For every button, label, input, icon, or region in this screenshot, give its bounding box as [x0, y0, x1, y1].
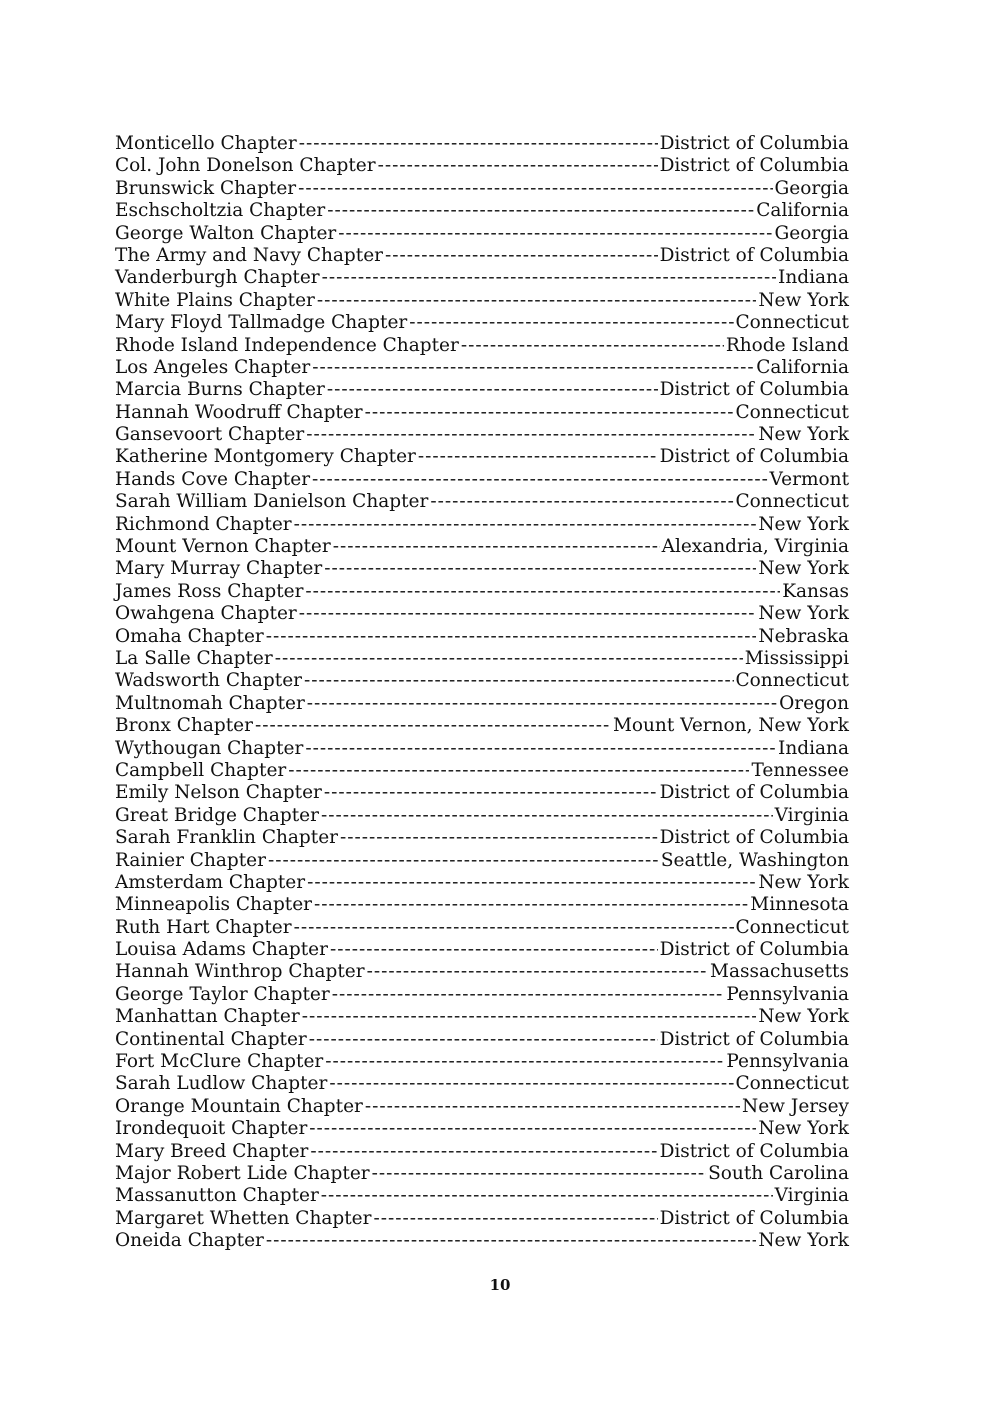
chapter-name: Massanutton Chapter: [115, 1185, 319, 1207]
dot-leader: [330, 939, 658, 961]
dot-leader: [461, 335, 724, 357]
chapter-entry: [115, 1163, 849, 1185]
chapter-location: Connecticut: [735, 916, 849, 938]
dot-leader: [312, 469, 767, 491]
dot-leader: [327, 200, 754, 222]
chapter-entry: [115, 850, 849, 872]
chapter-name: White Plains Chapter: [115, 289, 315, 311]
chapter-entry: [115, 514, 849, 536]
chapter-entry: [115, 424, 849, 446]
dot-leader: [430, 491, 733, 513]
chapter-entry: [115, 1029, 849, 1051]
chapter-name: Gansevoort Chapter: [115, 424, 305, 446]
chapter-entry: [115, 402, 849, 424]
chapter-name: The Army and Navy Chapter: [115, 244, 383, 266]
chapter-name: Mary Murray Chapter: [115, 558, 323, 580]
chapter-entry: [115, 760, 849, 782]
chapter-location: District of Columbia: [659, 1028, 849, 1050]
chapter-entry: [115, 245, 849, 267]
chapter-name: James Ross Chapter: [115, 580, 304, 602]
chapter-entry: [115, 379, 849, 401]
chapter-entry: [115, 1096, 849, 1118]
chapter-location: California: [756, 200, 849, 222]
chapter-name: Wadsworth Chapter: [115, 670, 302, 692]
chapter-entry: [115, 603, 849, 625]
chapter-location: Connecticut: [735, 670, 849, 692]
chapter-entry: [115, 738, 849, 760]
dot-leader: [321, 1185, 773, 1207]
dot-leader: [329, 1073, 733, 1095]
chapter-location: Virginia: [774, 804, 849, 826]
chapter-entry: [115, 872, 849, 894]
dot-leader: [310, 1141, 657, 1163]
chapter-name: Minneapolis Chapter: [115, 894, 313, 916]
chapter-name: Continental Chapter: [115, 1028, 307, 1050]
dot-leader: [305, 581, 780, 603]
chapter-name: Hands Cove Chapter: [115, 468, 311, 490]
chapter-location: District of Columbia: [659, 782, 849, 804]
chapter-location: Tennessee: [751, 759, 849, 781]
chapter-entry: [115, 558, 849, 580]
chapter-name: Mount Vernon Chapter: [115, 536, 331, 558]
chapter-name: Amsterdam Chapter: [115, 871, 306, 893]
dot-leader: [307, 693, 777, 715]
chapter-name: Katherine Montgomery Chapter: [115, 446, 416, 468]
chapter-entry: [115, 984, 849, 1006]
chapter-name: Rhode Island Independence Chapter: [115, 334, 459, 356]
chapter-location: District of Columbia: [659, 1207, 849, 1229]
chapter-name: Louisa Adams Chapter: [115, 939, 328, 961]
chapter-location: Indiana: [778, 267, 849, 289]
chapter-entry: [115, 446, 849, 468]
dot-leader: [327, 379, 658, 401]
chapter-name: George Walton Chapter: [115, 222, 337, 244]
chapter-entry: [115, 335, 849, 357]
chapter-location: District of Columbia: [659, 155, 849, 177]
chapter-name: Marcia Burns Chapter: [115, 379, 325, 401]
chapter-name: La Salle Chapter: [115, 647, 273, 669]
dot-leader: [365, 1096, 740, 1118]
dot-leader: [268, 850, 659, 872]
dot-leader: [302, 1006, 757, 1028]
chapter-entry: [115, 1185, 849, 1207]
chapter-location: South Carolina: [708, 1162, 849, 1184]
chapter-location: Georgia: [774, 222, 849, 244]
chapter-entry: [115, 1208, 849, 1230]
chapter-location: District of Columbia: [659, 244, 849, 266]
chapter-name: Owahgena Chapter: [115, 603, 297, 625]
chapter-location: Georgia: [774, 177, 849, 199]
chapter-entry: [115, 223, 849, 245]
chapter-name: Omaha Chapter: [115, 625, 264, 647]
chapter-name: Oneida Chapter: [115, 1230, 264, 1252]
chapter-name: Hannah Winthrop Chapter: [115, 961, 365, 983]
dot-leader: [275, 648, 743, 670]
chapter-name: Wythougan Chapter: [115, 737, 304, 759]
chapter-name: Sarah Ludlow Chapter: [115, 1073, 328, 1095]
chapter-location: New York: [758, 871, 849, 893]
chapter-entry: [115, 693, 849, 715]
chapter-entry: [115, 1118, 849, 1140]
chapter-entry: [115, 200, 849, 222]
dot-leader: [332, 984, 725, 1006]
chapter-entry: [115, 469, 849, 491]
chapter-name: Margaret Whetten Chapter: [115, 1207, 372, 1229]
chapter-location: District of Columbia: [659, 827, 849, 849]
chapter-location: New Jersey: [742, 1095, 849, 1117]
chapter-location: Rhode Island: [725, 334, 849, 356]
chapter-name: Los Angeles Chapter: [115, 356, 311, 378]
chapter-name: Ruth Hart Chapter: [115, 916, 292, 938]
chapter-name: Sarah Franklin Chapter: [115, 827, 339, 849]
chapter-entry: [115, 312, 849, 334]
chapter-entry: [115, 648, 849, 670]
chapter-name: Rainier Chapter: [115, 849, 266, 871]
chapter-location: Nebraska: [758, 625, 849, 647]
dot-leader: [324, 558, 756, 580]
dot-leader: [367, 961, 708, 983]
chapter-location: Indiana: [778, 737, 849, 759]
chapter-location: Connecticut: [735, 491, 849, 513]
chapter-entry: [115, 133, 849, 155]
chapter-entry: [115, 805, 849, 827]
chapter-entry: [115, 894, 849, 916]
chapter-location: New York: [758, 1230, 849, 1252]
chapter-location: District of Columbia: [659, 939, 849, 961]
chapter-name: Eschscholtzia Chapter: [115, 200, 326, 222]
dot-leader: [338, 223, 772, 245]
chapter-entry: [115, 961, 849, 983]
chapter-location: Seattle, Washington: [660, 849, 849, 871]
dot-leader: [325, 1051, 724, 1073]
dot-leader: [299, 603, 757, 625]
chapter-location: Connecticut: [735, 1073, 849, 1095]
dot-leader: [378, 155, 658, 177]
dot-leader: [304, 670, 734, 692]
chapter-list: [115, 133, 849, 1253]
chapter-location: Pennsylvania: [726, 983, 849, 1005]
chapter-location: New York: [758, 603, 849, 625]
dot-leader: [333, 536, 660, 558]
chapter-name: Great Bridge Chapter: [115, 804, 319, 826]
chapter-name: Vanderburgh Chapter: [115, 267, 320, 289]
dot-leader: [255, 715, 611, 737]
chapter-location: Vermont: [769, 468, 849, 490]
chapter-location: New York: [758, 1006, 849, 1028]
dot-leader: [288, 760, 749, 782]
dot-leader: [309, 1029, 658, 1051]
dot-leader: [307, 872, 756, 894]
chapter-entry: [115, 782, 849, 804]
dot-leader: [266, 626, 757, 648]
chapter-location: Virginia: [774, 1185, 849, 1207]
dot-leader: [324, 782, 658, 804]
chapter-entry: [115, 670, 849, 692]
chapter-location: District of Columbia: [659, 133, 849, 154]
chapter-name: Irondequoit Chapter: [115, 1118, 308, 1140]
chapter-entry: [115, 581, 849, 603]
chapter-location: New York: [758, 424, 849, 446]
chapter-location: Connecticut: [735, 401, 849, 423]
chapter-entry: [115, 155, 849, 177]
dot-leader: [305, 738, 776, 760]
chapter-name: Orange Mountain Chapter: [115, 1095, 363, 1117]
chapter-location: New York: [758, 1118, 849, 1140]
dot-leader: [266, 1230, 756, 1252]
chapter-location: Pennsylvania: [726, 1051, 849, 1073]
dot-leader: [322, 267, 776, 289]
dot-leader: [409, 312, 733, 334]
chapter-entry: [115, 491, 849, 513]
chapter-location: District of Columbia: [659, 1140, 849, 1162]
chapter-entry: [115, 536, 849, 558]
chapter-name: Monticello Chapter: [115, 133, 297, 154]
chapter-name: Multnomah Chapter: [115, 692, 305, 714]
dot-leader: [299, 133, 658, 155]
dot-leader: [340, 827, 658, 849]
dot-leader: [365, 402, 734, 424]
chapter-entry: [115, 1230, 849, 1252]
chapter-entry: [115, 290, 849, 312]
chapter-location: California: [756, 356, 849, 378]
chapter-entry: [115, 1141, 849, 1163]
chapter-location: Oregon: [779, 692, 849, 714]
chapter-entry: [115, 827, 849, 849]
dot-leader: [298, 178, 772, 200]
chapter-entry: [115, 178, 849, 200]
chapter-entry: [115, 1073, 849, 1095]
chapter-location: New York: [758, 289, 849, 311]
chapter-location: Connecticut: [735, 312, 849, 334]
dot-leader: [294, 514, 757, 536]
dot-leader: [317, 290, 756, 312]
chapter-name: Fort McClure Chapter: [115, 1051, 324, 1073]
chapter-name: Major Robert Lide Chapter: [115, 1162, 370, 1184]
chapter-location: New York: [758, 558, 849, 580]
chapter-location: Massachusetts: [710, 961, 849, 983]
chapter-entry: [115, 939, 849, 961]
chapter-name: Mary Breed Chapter: [115, 1140, 309, 1162]
chapter-entry: [115, 357, 849, 379]
chapter-name: Richmond Chapter: [115, 513, 292, 535]
chapter-location: District of Columbia: [659, 379, 849, 401]
chapter-entry: [115, 267, 849, 289]
chapter-location: New York: [758, 513, 849, 535]
dot-leader: [294, 917, 734, 939]
chapter-name: Col. John Donelson Chapter: [115, 155, 376, 177]
chapter-location: District of Columbia: [659, 446, 849, 468]
chapter-location: Alexandria, Virginia: [661, 536, 849, 558]
chapter-entry: [115, 715, 849, 737]
chapter-name: Mary Floyd Tallmadge Chapter: [115, 312, 408, 334]
dot-leader: [418, 446, 658, 468]
dot-leader: [306, 424, 756, 446]
chapter-name: Hannah Woodruff Chapter: [115, 401, 363, 423]
dot-leader: [309, 1118, 756, 1140]
dot-leader: [385, 245, 658, 267]
chapter-entry: [115, 626, 849, 648]
dot-leader: [312, 357, 754, 379]
chapter-entry: [115, 1051, 849, 1073]
chapter-name: Bronx Chapter: [115, 715, 253, 737]
chapter-location: Kansas: [782, 580, 849, 602]
chapter-entry: [115, 917, 849, 939]
dot-leader: [372, 1163, 706, 1185]
chapter-name: Emily Nelson Chapter: [115, 782, 322, 804]
chapter-location: Minnesota: [750, 894, 849, 916]
chapter-name: George Taylor Chapter: [115, 983, 330, 1005]
chapter-location: Mount Vernon, New York: [612, 715, 849, 737]
chapter-entry: [115, 1006, 849, 1028]
dot-leader: [373, 1208, 657, 1230]
chapter-name: Brunswick Chapter: [115, 177, 297, 199]
chapter-name: Sarah William Danielson Chapter: [115, 491, 429, 513]
dot-leader: [314, 894, 748, 916]
chapter-name: Manhattan Chapter: [115, 1006, 300, 1028]
chapter-name: Campbell Chapter: [115, 759, 287, 781]
dot-leader: [321, 805, 773, 827]
chapter-location: Mississippi: [744, 647, 849, 669]
page-number: 10: [489, 1276, 511, 1294]
